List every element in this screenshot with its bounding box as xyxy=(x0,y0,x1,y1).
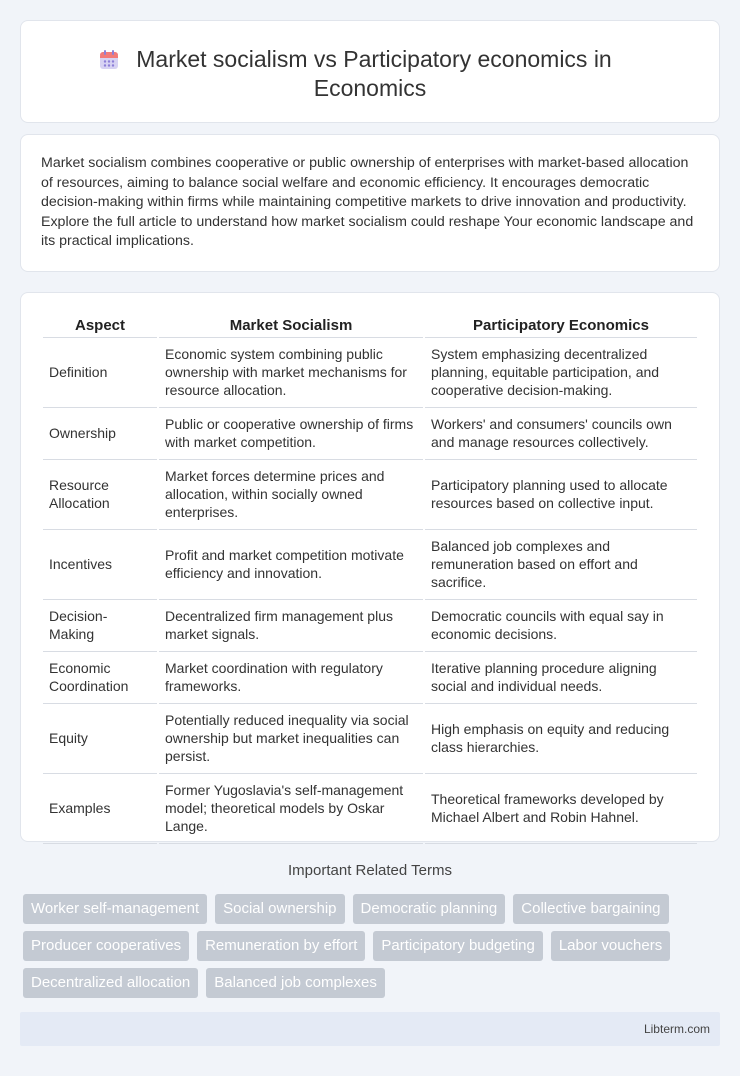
cell-participatory-economics: Theoretical frameworks developed by Michael Albert and Robin Hahnel. xyxy=(425,774,697,844)
cell-participatory-economics: Iterative planning procedure aligning social and individual needs. xyxy=(425,652,697,704)
cell-market-socialism: Economic system combining public ownership with market mechanisms for resource allocation. xyxy=(159,338,423,408)
cell-market-socialism: Former Yugoslavia's self-management model; theoretical models by Oskar Lange. xyxy=(159,774,423,844)
tag-labor-vouchers[interactable]: Labor vouchers xyxy=(551,931,670,961)
tag-remuneration-by-effort[interactable]: Remuneration by effort xyxy=(197,931,365,961)
tag-balanced-job-complexes[interactable]: Balanced job complexes xyxy=(206,968,385,998)
tag-row xyxy=(23,931,723,961)
table-row xyxy=(43,774,697,844)
related-terms-list xyxy=(23,894,723,1005)
intro-paragraph: Market socialism combines cooperative or public ownership of enterprises with market-based allocation of resources, aiming to balance social welfare and economic efficiency. It encourages democratic decision-making within firms while maintaining competitive markets to drive innovation and productivity. Explore the full article to understand how market socialism could reshape Your economic landscape and its practical implications. xyxy=(41,155,694,250)
header-aspect: Aspect xyxy=(43,313,157,338)
cell-participatory-economics: High emphasis on equity and reducing class hierarchies. xyxy=(425,704,697,774)
tag-democratic-planning[interactable]: Democratic planning xyxy=(353,894,506,924)
footer-site-link[interactable]: Libterm.com xyxy=(643,1022,710,1036)
page-title-line1: Market socialism vs Participatory economics in xyxy=(136,46,612,72)
cell-aspect: Decision-Making xyxy=(43,600,157,652)
related-terms-heading: Important Related Terms xyxy=(288,862,452,879)
table-header-row xyxy=(43,313,697,338)
cell-market-socialism: Market coordination with regulatory frameworks. xyxy=(159,652,423,704)
header-participatory-economics: Participatory Economics xyxy=(425,313,697,338)
cell-aspect: Economic Coordination xyxy=(43,652,157,704)
cell-aspect: Examples xyxy=(43,774,157,844)
footer xyxy=(20,1012,720,1046)
cell-aspect: Incentives xyxy=(43,530,157,600)
table-row xyxy=(43,408,697,460)
table-row xyxy=(43,600,697,652)
tag-row xyxy=(23,894,723,924)
tag-participatory-budgeting[interactable]: Participatory budgeting xyxy=(373,931,542,961)
table-row xyxy=(43,704,697,774)
cell-market-socialism: Potentially reduced inequality via social ownership but market inequalities can persist. xyxy=(159,704,423,774)
cell-participatory-economics: Democratic councils with equal say in economic decisions. xyxy=(425,600,697,652)
tag-row xyxy=(23,968,723,998)
tag-worker-self-management[interactable]: Worker self-management xyxy=(23,894,207,924)
cell-participatory-economics: Workers' and consumers' councils own and manage resources collectively. xyxy=(425,408,697,460)
table-row xyxy=(43,530,697,600)
tag-decentralized-allocation[interactable]: Decentralized allocation xyxy=(23,968,198,998)
cell-aspect: Resource Allocation xyxy=(43,460,157,530)
cell-market-socialism: Market forces determine prices and allocation, within socially owned enterprises. xyxy=(159,460,423,530)
cell-participatory-economics: System emphasizing decentralized planning, equitable participation, and cooperative decision-making. xyxy=(425,338,697,408)
cell-participatory-economics: Participatory planning used to allocate resources based on collective input. xyxy=(425,460,697,530)
title-card xyxy=(20,20,720,123)
comparison-table-card xyxy=(20,292,720,842)
cell-market-socialism: Public or cooperative ownership of firms with market competition. xyxy=(159,408,423,460)
page-title xyxy=(21,45,719,103)
tag-collective-bargaining[interactable]: Collective bargaining xyxy=(513,894,668,924)
tag-producer-cooperatives[interactable]: Producer cooperatives xyxy=(23,931,189,961)
cell-aspect: Ownership xyxy=(43,408,157,460)
page-title-line2: Economics xyxy=(313,75,427,101)
table-row xyxy=(43,652,697,704)
header-market-socialism: Market Socialism xyxy=(159,313,423,338)
cell-market-socialism: Profit and market competition motivate efficiency and innovation. xyxy=(159,530,423,600)
intro-card xyxy=(20,134,720,272)
cell-aspect: Definition xyxy=(43,338,157,408)
table-row xyxy=(43,460,697,530)
comparison-table xyxy=(41,313,699,844)
cell-aspect: Equity xyxy=(43,704,157,774)
table-row xyxy=(43,338,697,408)
cell-participatory-economics: Balanced job complexes and remuneration based on effort and sacrifice. xyxy=(425,530,697,600)
cell-market-socialism: Decentralized firm management plus market signals. xyxy=(159,600,423,652)
tag-social-ownership[interactable]: Social ownership xyxy=(215,894,344,924)
